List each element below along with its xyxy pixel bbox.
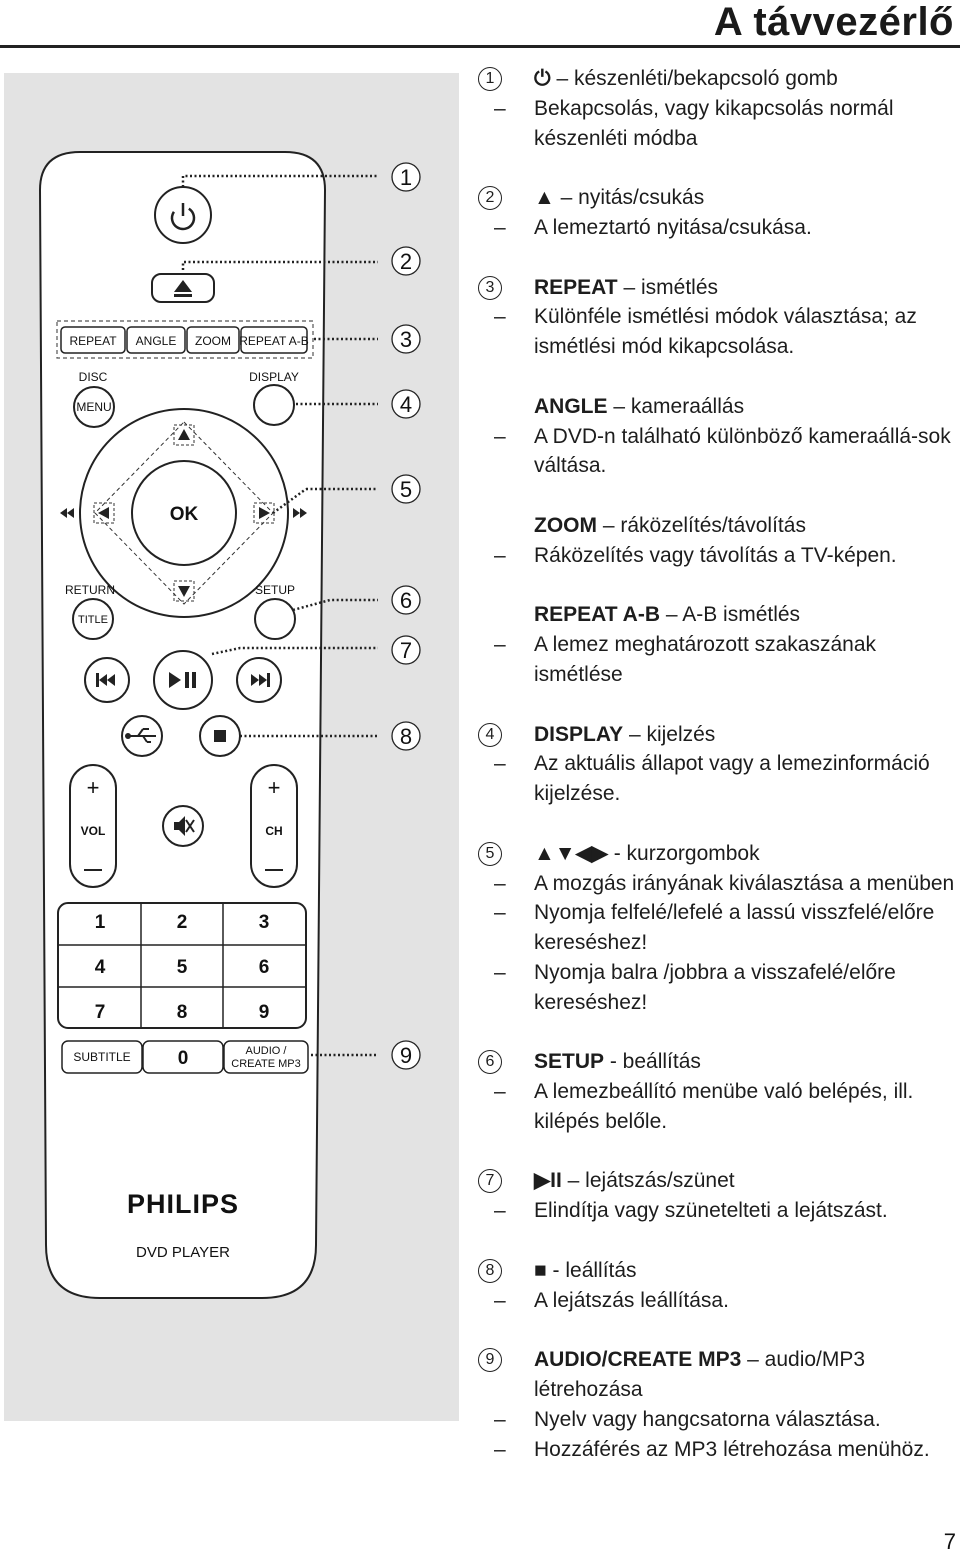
- key-4[interactable]: 4: [94, 957, 106, 978]
- key-8[interactable]: 8: [176, 1002, 188, 1023]
- return-label: RETURN: [65, 583, 115, 597]
- item-number: 1: [478, 67, 502, 91]
- angle-label: ANGLE: [135, 334, 177, 348]
- item-desc: A mozgás irányának kiválasztása a menüben: [534, 871, 955, 895]
- zoom-label: ZOOM: [195, 334, 231, 348]
- remote-body: [40, 152, 325, 1298]
- callout-9: 9: [399, 1043, 413, 1068]
- title-label: TITLE: [78, 614, 108, 626]
- item-label: - beállítás: [609, 1050, 701, 1074]
- key-9[interactable]: 9: [258, 1002, 270, 1023]
- item-play-pause: 7 ▶II – lejátszás/szünet – Elindítja vagy szünetelteti a lejátszást.: [478, 1166, 960, 1226]
- item-label: - kurzorgombok: [613, 841, 760, 865]
- item-number: 9: [478, 1348, 502, 1372]
- stop-icon: ■: [534, 1258, 547, 1282]
- callout-8: 8: [399, 724, 413, 749]
- item-desc: A DVD-n található különböző kameraállá-sok váltása.: [534, 424, 951, 478]
- key-1[interactable]: 1: [94, 912, 106, 933]
- item-number: 5: [478, 842, 502, 866]
- description-column: [478, 64, 960, 1494]
- item-desc: Hozzáférés az MP3 létrehozása menühöz.: [534, 1437, 930, 1461]
- page-title: A távvezérlő: [713, 0, 954, 44]
- item-keyword: SETUP: [534, 1050, 605, 1074]
- item-repeat: 3 REPEAT – ismétlés – Különféle ismétlési módok választása; az ismétlési mód kikapcsolása.: [478, 273, 960, 362]
- setup-label: SETUP: [254, 583, 296, 597]
- disc-label: DISC: [78, 370, 108, 384]
- item-keyword: REPEAT: [534, 275, 618, 299]
- callout-4: 4: [399, 392, 413, 417]
- play-pause-button[interactable]: [154, 651, 212, 709]
- item-desc: Bekapcsolás, vagy kikapcsolás normál készenléti módba: [534, 96, 894, 150]
- item-label: – kijelzés: [628, 722, 716, 746]
- play-pause-icon: ▶II: [534, 1169, 562, 1193]
- item-eject: 2 ▲ – nyitás/csukás – A lemeztartó nyitása/csukása.: [478, 183, 960, 243]
- item-setup: 6 SETUP - beállítás – A lemezbeállító menübe való belépés, ill. kilépés belőle.: [478, 1047, 960, 1136]
- item-label: – audio/MP3 létrehozása: [534, 1348, 866, 1402]
- item-keyword: ZOOM: [534, 513, 597, 537]
- item-stop: 8 ■ - leállítás – A lejátszás leállítása.: [478, 1256, 960, 1316]
- callout-2: 2: [399, 249, 413, 274]
- item-desc: Elindítja vagy szünetelteti a lejátszást.: [534, 1199, 888, 1223]
- item-keyword: DISPLAY: [534, 722, 624, 746]
- item-number: 7: [478, 1169, 502, 1193]
- item-label: - leállítás: [552, 1258, 637, 1282]
- item-cursor: 5 ▲▼◀▶ - kurzorgombok – A mozgás irányának kiválasztása a menüben – Nyomja felfelé/lefelé a lassú visszfelé/előre kereséshez! – Nyomja balra /jobbra a visszafelé/előre kereséshez!: [478, 839, 960, 1018]
- item-desc: A lejátszás leállítása.: [534, 1288, 729, 1312]
- item-label: – nyitás/csukás: [560, 186, 705, 210]
- repeat-label: REPEAT: [69, 334, 117, 348]
- create-mp3-label: CREATE MP3: [231, 1058, 301, 1070]
- key-3[interactable]: 3: [258, 912, 270, 933]
- item-label: – ráközelítés/távolítás: [602, 513, 806, 537]
- ok-label: OK: [169, 504, 199, 525]
- eject-icon: ▲: [534, 186, 555, 210]
- item-number: 8: [478, 1259, 502, 1283]
- key-7[interactable]: 7: [94, 1002, 106, 1023]
- item-label: – A-B ismétlés: [665, 603, 801, 627]
- item-keyword: ANGLE: [534, 394, 608, 418]
- item-desc: Az aktuális állapot vagy a lemezinformáció kijelzése.: [534, 752, 930, 806]
- item-number: 3: [478, 276, 502, 300]
- item-desc: A lemezbeállító menübe való belépés, ill. kilépés belőle.: [534, 1080, 914, 1133]
- item-label: – lejátszás/szünet: [567, 1169, 735, 1193]
- item-repeat-ab: REPEAT A-B – A-B ismétlés – A lemez meghatározott szakaszának ismétlése: [478, 600, 960, 689]
- callout-3: 3: [399, 327, 413, 352]
- item-number: 6: [478, 1050, 502, 1074]
- brand-logo: PHILIPS: [126, 1189, 240, 1219]
- item-desc: Ráközelítés vagy távolítás a TV-képen.: [534, 543, 897, 567]
- power-icon: ⏻: [534, 67, 551, 90]
- item-display: 4 DISPLAY – kijelzés – Az aktuális állapot vagy a lemezinformáció kijelzése.: [478, 720, 960, 809]
- audio-label: AUDIO /: [245, 1045, 287, 1057]
- callout-1: 1: [399, 165, 413, 190]
- item-number: 2: [478, 186, 502, 210]
- display-button[interactable]: [254, 385, 294, 425]
- key-0: 0: [177, 1048, 189, 1069]
- item-number: 4: [478, 723, 502, 747]
- callout-5: 5: [399, 477, 413, 502]
- subtitle-label: SUBTITLE: [73, 1050, 131, 1064]
- item-desc: Nyelv vagy hangcsatorna választása.: [534, 1407, 881, 1431]
- callout-6: 6: [399, 588, 413, 613]
- page-number: 7: [943, 1529, 956, 1554]
- display-label: DISPLAY: [249, 370, 299, 384]
- volume-up-icon: +: [86, 775, 100, 800]
- stop-icon: [214, 730, 226, 742]
- callout-numbers: [392, 163, 420, 1069]
- item-label: – ismétlés: [623, 275, 718, 299]
- channel-up-icon: +: [267, 775, 281, 800]
- vol-label: VOL: [80, 824, 106, 838]
- item-power: 1 ⏻ – készenléti/bekapcsoló gomb – Bekapcsolás, vagy kikapcsolás normál készenléti módba: [478, 64, 960, 153]
- item-keyword: AUDIO/CREATE MP3: [534, 1348, 742, 1372]
- ch-label: CH: [265, 824, 283, 838]
- item-label: – kameraállás: [613, 394, 745, 418]
- item-audio: 9 AUDIO/CREATE MP3 – audio/MP3 létrehozása – Nyelv vagy hangcsatorna választása. – Hozzáférés az MP3 létrehozása menühöz.: [478, 1345, 960, 1464]
- item-zoom: ZOOM – ráközelítés/távolítás – Ráközelítés vagy távolítás a TV-képen.: [478, 511, 960, 571]
- menu-label: MENU: [76, 400, 112, 414]
- item-desc: Nyomja felfelé/lefelé a lassú visszfelé/előre kereséshez!: [534, 901, 935, 955]
- item-keyword: REPEAT A-B: [534, 603, 660, 627]
- repeat-ab-label: REPEAT A-B: [239, 334, 309, 348]
- item-desc: Nyomja balra /jobbra a visszafelé/előre kereséshez!: [534, 960, 896, 1014]
- item-angle: ANGLE – kameraállás – A DVD-n található különböző kameraállá-sok váltása.: [478, 392, 960, 481]
- item-desc: A lemeztartó nyitása/csukása.: [534, 215, 812, 239]
- remote-illustration: [0, 0, 460, 1420]
- item-desc: A lemez meghatározott szakaszának ismétlése: [534, 633, 877, 686]
- key-2[interactable]: 2: [176, 912, 188, 933]
- item-desc: Különféle ismétlési módok választása; az ismétlési mód kikapcsolása.: [534, 305, 917, 359]
- cursor-arrows-icon: ▲▼◀▶: [534, 841, 608, 865]
- key-6[interactable]: 6: [258, 957, 270, 978]
- key-5[interactable]: 5: [176, 957, 188, 978]
- setup-button[interactable]: [255, 599, 295, 639]
- callout-7: 7: [399, 638, 413, 663]
- item-label: – készenléti/bekapcsoló gomb: [556, 67, 838, 90]
- model-label: DVD PLAYER: [136, 1244, 230, 1261]
